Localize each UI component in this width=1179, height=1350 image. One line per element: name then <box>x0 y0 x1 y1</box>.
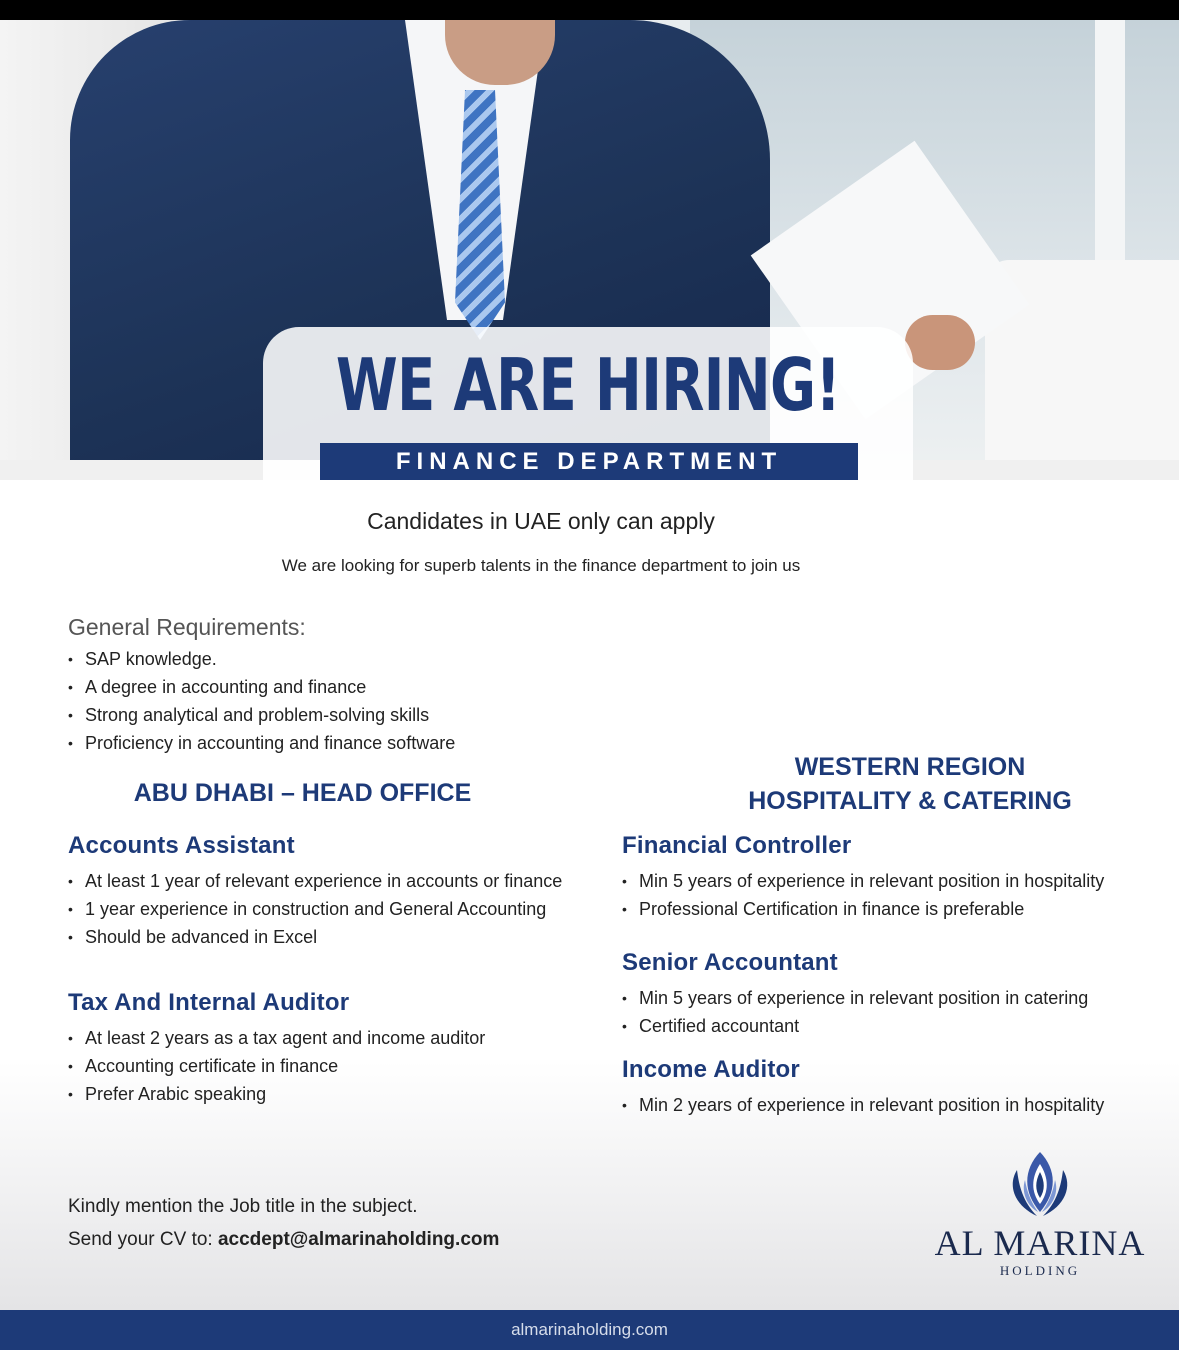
list-item: • Accounting certificate in finance <box>68 1052 485 1080</box>
abu-dhabi-region <box>100 776 505 810</box>
lotus-icon <box>925 1150 1155 1222</box>
job-requirements <box>68 867 562 951</box>
email-link[interactable]: accdept@almarinaholding.com <box>217 1229 500 1250</box>
job-title: Senior Accountant <box>622 949 838 976</box>
job-financial-controller <box>622 832 1104 923</box>
department-banner: FINANCE DEPARTMENT <box>320 443 858 481</box>
western-region <box>700 750 1120 818</box>
list-item: • Professional Certification in finance is preferable <box>622 895 1104 923</box>
job-senior-accountant <box>622 949 1088 1040</box>
job-title: Income Auditor <box>622 1056 800 1083</box>
region-title-western: WESTERN REGION <box>794 753 1026 781</box>
job-accounts-assistant <box>68 832 562 951</box>
logo-subtitle: HOLDING <box>999 1263 1081 1278</box>
businessman-hand <box>905 315 975 370</box>
job-requirements <box>68 1024 485 1108</box>
job-requirements <box>622 867 1104 923</box>
send-cv-label: Send your CV to: <box>68 1229 218 1250</box>
list-item: • Should be advanced in Excel <box>68 923 562 951</box>
hiring-headline: WE ARE HIRING! <box>335 343 841 427</box>
region-subtitle-western: HOSPITALITY & CATERING <box>748 787 1072 815</box>
tagline-text: We are looking for superb talents in the finance department to join us <box>281 556 801 575</box>
list-item: • Min 5 years of experience in relevant position in hospitality <box>622 867 1104 895</box>
list-item: • Proficiency in accounting and finance software <box>68 729 455 757</box>
send-cv-line <box>68 1223 499 1256</box>
job-requirements <box>622 1091 1104 1119</box>
general-requirements-list <box>68 645 455 757</box>
logo-wordmark: AL MARINA <box>934 1223 1146 1263</box>
eligibility-text: Candidates in UAE only can apply <box>367 508 715 534</box>
application-instructions <box>68 1190 499 1256</box>
general-requirements <box>68 614 455 757</box>
job-income-auditor <box>622 1056 1104 1119</box>
list-item: • At least 1 year of relevant experience in accounts or finance <box>68 867 562 895</box>
list-item: • Min 5 years of experience in relevant position in catering <box>622 984 1088 1012</box>
website-footer-bar <box>0 1310 1179 1350</box>
subject-instruction: Kindly mention the Job title in the subject. <box>68 1196 418 1217</box>
list-item: • Certified accountant <box>622 1012 1088 1040</box>
general-requirements-heading: General Requirements: <box>68 614 306 640</box>
list-item: • A degree in accounting and finance <box>68 673 455 701</box>
list-item: • SAP knowledge. <box>68 645 455 673</box>
list-item: • 1 year experience in construction and General Accounting <box>68 895 562 923</box>
job-title: Accounts Assistant <box>68 832 295 859</box>
job-title: Financial Controller <box>622 832 852 859</box>
list-item: • Min 2 years of experience in relevant position in hospitality <box>622 1091 1104 1119</box>
list-item: • Strong analytical and problem-solving skills <box>68 701 455 729</box>
al-marina-logo <box>925 1150 1155 1280</box>
list-item: • At least 2 years as a tax agent and income auditor <box>68 1024 485 1052</box>
region-title-abu-dhabi: ABU DHABI – HEAD OFFICE <box>133 779 472 807</box>
website-link[interactable]: almarinaholding.com <box>511 1320 668 1339</box>
job-requirements <box>622 984 1088 1040</box>
job-title: Tax And Internal Auditor <box>68 989 350 1016</box>
job-tax-internal-auditor <box>68 989 485 1108</box>
list-item: • Prefer Arabic speaking <box>68 1080 485 1108</box>
top-black-bar <box>0 0 1179 20</box>
